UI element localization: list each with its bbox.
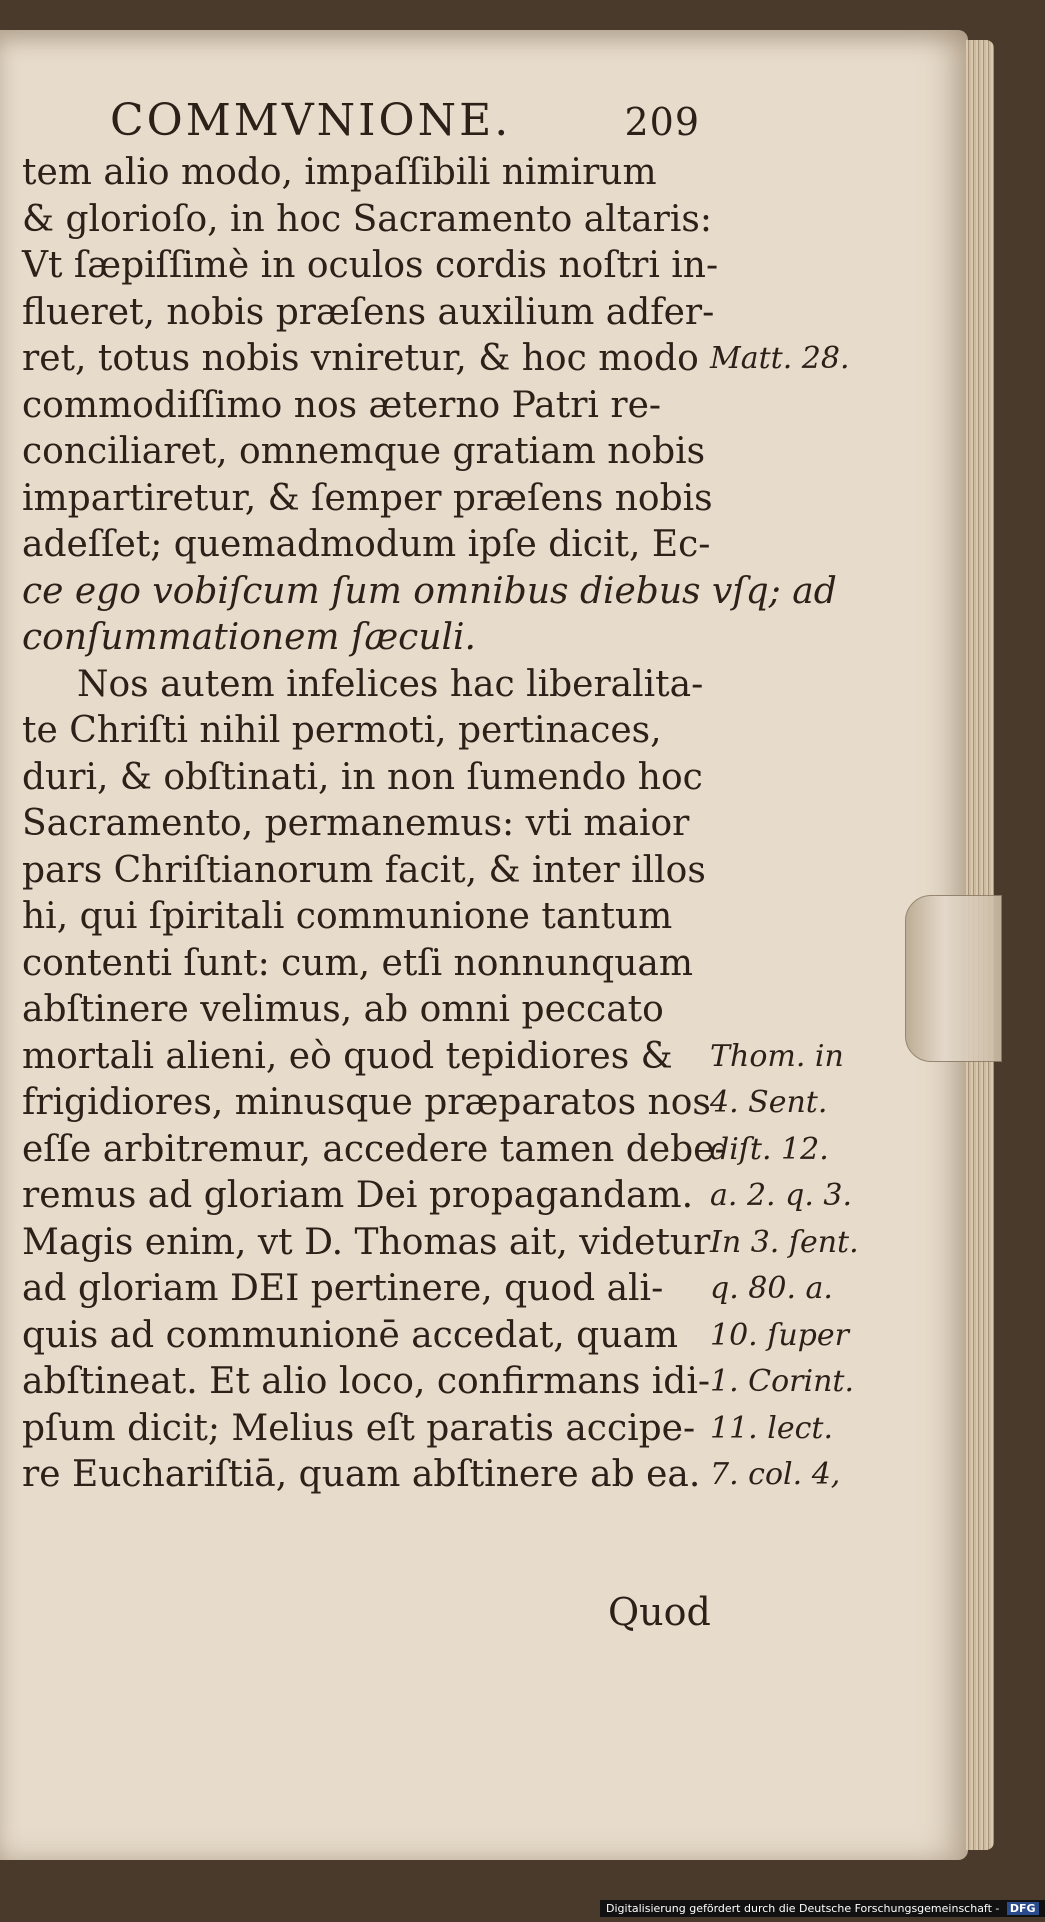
digitization-credit [600,1900,1045,1917]
margin-note [710,801,890,848]
margin-note [710,708,890,755]
text-line: duri, & obſtinati, in non ſumendo hoc [22,756,703,798]
margin-note: 7. col. 4, [710,1457,841,1492]
margin-note: Matt. 28. [710,341,850,376]
text-line: te Chriſti nihil permoti, pertinaces, [22,710,662,751]
margin-note [710,848,890,895]
margin-note [710,662,890,709]
margin-note [710,894,890,941]
text-line: eſſe arbitremur, accedere tamen debe- [22,1128,727,1170]
margin-note [710,383,890,430]
margin-note: Thom. in [710,1038,844,1074]
text-line: Nos autem infelices hac liberalita- [77,663,704,705]
text-line: pars Chriſtianorum facit, & inter illos [22,849,706,891]
text-line-italic: conſummationem ſæculi. [22,617,476,658]
text-line: Sacramento, permanemus: vti maior [22,803,690,844]
text-line: Magis enim, vt D. Thomas ait, videtur [22,1221,711,1263]
page-number: 209 [624,100,700,144]
page-clip [905,895,1002,1062]
margin-note: In 3. ſent. [710,1224,859,1260]
text-line: pſum dicit; Melius eſt paratis accipe- [22,1407,696,1449]
margin-note: 10. ſuper [710,1317,849,1353]
margin-note [710,290,890,337]
margin-note [710,569,890,616]
margin-note [710,755,890,802]
margin-note [710,615,890,662]
text-line: conciliaret, omnemque gratiam nobis [22,431,706,472]
margin-note [710,150,890,197]
credit-text: Digitalisierung gefördert durch die Deutsche Forschungsgemeinschaft - [606,1902,1000,1915]
text-line: impartiretur, & ſemper præſens nobis [22,477,713,519]
text-line: Vt ſæpiſſimè in oculos cordis noſtri in- [22,245,719,286]
text-line: flueret, nobis præſens auxilium adfer- [22,291,715,333]
text-line: mortali alieni, eò quod tepidiores & [22,1035,673,1077]
margin-note: q. 80. a. [710,1271,833,1306]
margin-note: a. 2. q. 3. [710,1178,853,1213]
text-line: adeſſet; quemadmodum ipſe dicit, Ec- [22,524,711,565]
catchword: Quod [608,1590,711,1634]
margin-note [710,987,890,1034]
text-line: & glorioſo, in hoc Sacramento altaris: [22,198,713,240]
margin-note [710,941,890,988]
running-header [110,95,700,146]
text-line: contenti ſunt: cum, etſi nonnunquam [22,942,693,984]
margin-note: diſt. 12. [710,1131,829,1167]
margin-note [710,522,890,569]
header-title: COMMVNIONE. [110,95,512,146]
margin-note [710,243,890,290]
text-line: frigidiores, minusque præparatos nos [22,1082,711,1123]
text-line: tem alio modo, impaſſibili nimirum [22,152,657,193]
text-line: quis ad communionē accedat, quam [22,1314,678,1356]
margin-note [710,429,890,476]
text-line: abſtinere velimus, ab omni peccato [22,989,664,1030]
margin-notes [710,150,890,1499]
text-line: commodiſſimo nos æterno Patri re- [22,384,662,426]
text-line-italic: ce ego vobiſcum ſum omnibus diebus vſq; ad [22,570,837,612]
text-line: ret, totus nobis vniretur, & hoc modo [22,338,699,379]
text-line: abſtineat. Et alio loco, confirmans idi- [22,1361,711,1402]
margin-note: 4. Sent. [710,1085,828,1120]
margin-note: 1. Corint. [710,1364,855,1399]
dfg-logo: DFG [1007,1902,1039,1915]
margin-note [710,476,890,523]
text-line: ad gloriam DEI pertinere, quod ali- [22,1268,664,1309]
text-line: hi, qui ſpiritali communione tantum [22,896,673,937]
text-line: remus ad gloriam Dei propagandam. [22,1175,694,1216]
margin-note: 11. lect. [710,1410,833,1446]
text-line: re Euchariſtiā, quam abſtinere ab ea. [22,1454,701,1495]
margin-note [710,197,890,244]
